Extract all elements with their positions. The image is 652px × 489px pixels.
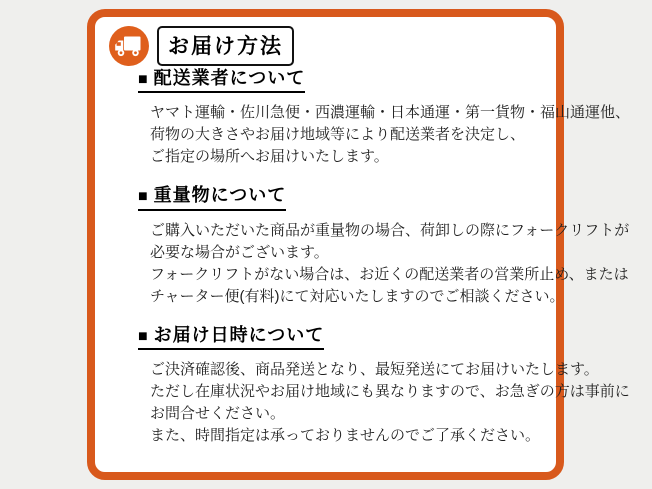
body-line: フォークリフトがない場合は、お近くの配送業者の営業所止め、または <box>150 265 629 283</box>
section-heading-text: 配送業者について <box>153 68 306 88</box>
body-line: ご決済確認後、商品発送となり、最短発送にてお届けいたします。 <box>150 361 599 379</box>
body-line: 必要な場合がございます。 <box>150 243 329 261</box>
body-line: ご指定の場所へお届けいたします。 <box>150 148 389 166</box>
panel-inner <box>95 17 631 447</box>
square-bullet-icon: ■ <box>138 327 149 345</box>
section-heading-delivery-schedule <box>138 325 324 350</box>
section-heavy-items <box>138 185 630 307</box>
body-line: お問合せください。 <box>150 405 286 423</box>
body-line: ヤマト運輸・佐川急便・西濃運輸・日本通運・第一貨物・福山通運他、 <box>150 104 631 122</box>
body-line: 荷物の大きさやお届け地域等により配送業者を決定し、 <box>150 126 526 144</box>
section-body-heavy-items <box>150 220 630 308</box>
section-delivery-schedule <box>138 324 630 447</box>
body-line: ただし在庫状況やお届け地域にも異なりますので、お急ぎの方は事前に <box>150 383 630 401</box>
body-line: また、時間指定は承っておりませんのでご了承ください。 <box>150 427 541 445</box>
section-body-delivery-carriers <box>150 102 631 168</box>
square-bullet-icon: ■ <box>138 188 149 206</box>
section-heading-text: 重量物について <box>153 185 287 206</box>
delivery-info-panel <box>87 9 631 480</box>
section-heading-heavy-items <box>138 185 286 210</box>
body-line: ご購入いただいた商品が重量物の場合、荷卸しの際にフォークリフトが <box>150 221 630 239</box>
square-bullet-icon: ■ <box>138 71 149 88</box>
panel-content <box>109 68 631 447</box>
section-body-delivery-schedule <box>150 359 630 447</box>
page-title: お届け方法 <box>157 26 294 66</box>
section-heading-text: お届け日時について <box>153 324 325 345</box>
truck-icon <box>109 26 149 66</box>
section-delivery-carriers <box>138 68 631 168</box>
body-line: チャーター便(有料)にて対応いたしますのでご相談ください。 <box>150 287 565 305</box>
panel-header <box>109 26 542 66</box>
section-heading-delivery-carriers <box>138 68 305 93</box>
